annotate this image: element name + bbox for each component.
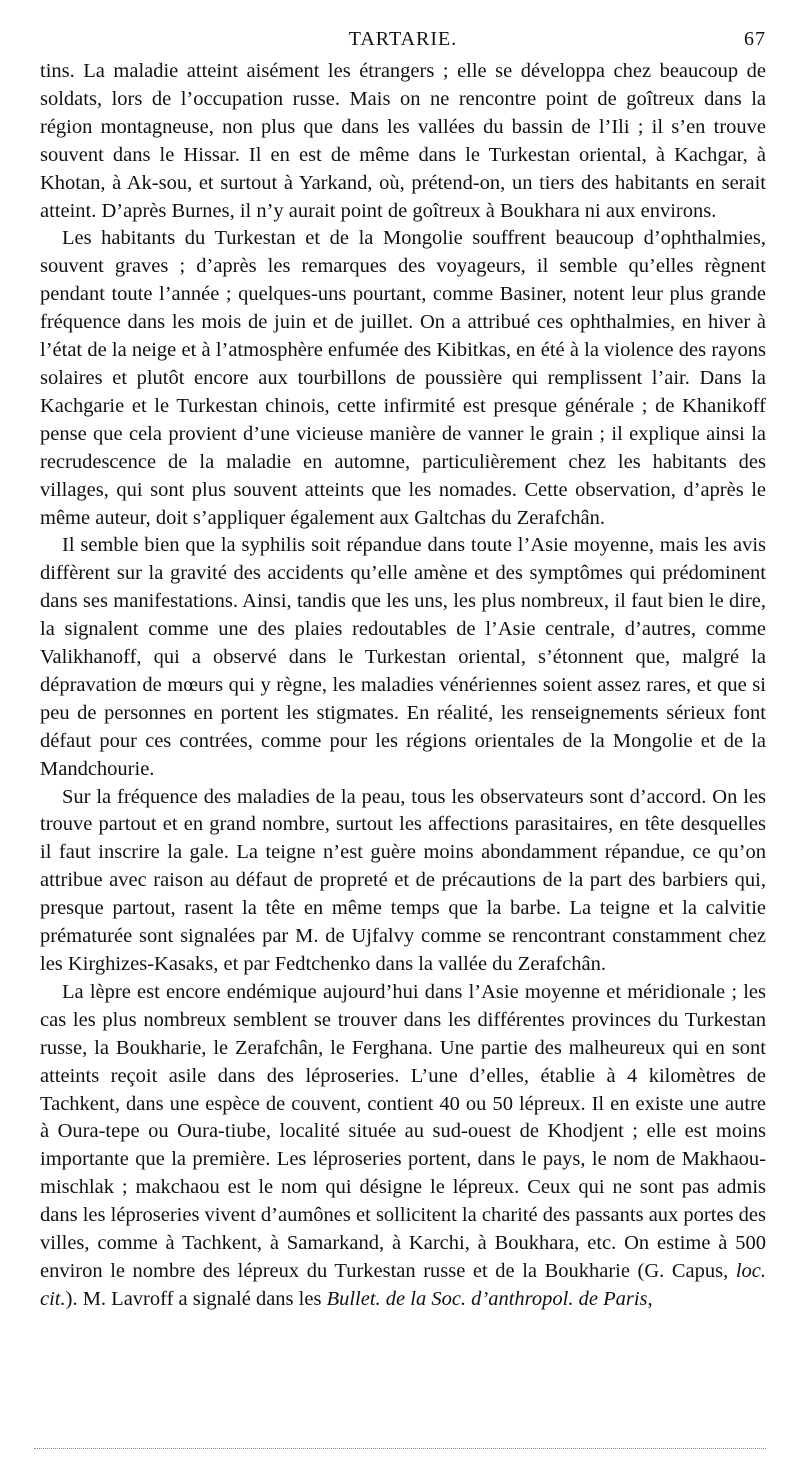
running-header bbox=[40, 24, 766, 52]
paragraph-ophthalmies: Les habitants du Turkestan et de la Mongolie souffrent beaucoup d’ophthalmies, souvent graves ; d’après les remarques des voyageurs, il semble qu’elles règnent pendant toute l’année ; quelques-uns pourtant, comme Basiner, notent leur plus grande fréquence dans les mois de juin et de juillet. On a attribué ces ophthalmies, en hiver à l’état de la neige et à l’atmosphère enfumée des Kibitkas, en été à la violence des rayons solaires et plutôt encore aux tourbillons de poussière qui remplissent l’air. Dans la Kachgarie et le Turkestan chinois, cette infirmité est presque générale ; de Khanikoff pense que cela provient d’une vicieuse manière de vanner le grain ; il explique ainsi la recrudescence de la maladie en automne, particulièrement chez les habitants des villages, qui sont plus souvent atteints que les nomades. Cette observation, d’après le même auteur, doit s’appliquer également aux Galtchas du Zerafchân. bbox=[40, 227, 766, 529]
running-title: TARTARIE. bbox=[348, 28, 458, 50]
page-number: 67 bbox=[744, 28, 766, 50]
paragraph-maladies-peau: Sur la fréquence des maladies de la peau, tous les observateurs sont d’accord. On les trouve partout et en grand nombre, surtout les affections parasitaires, en tête desquelles il faut inscrire la gale. La teigne n’est guère moins abondamment répandue, ce qu’on attribue avec raison au défaut de propreté et de précautions de la part des barbiers qui, presque partout, rasent la tête en même temps que la barbe. La teigne et la calvitie prématurée sont signalées par M. de Ujfalvy comme se rencontrant constamment chez les Kirghizes-Kasaks, et par Fedtchenko dans la vallée du Zerafchân. bbox=[40, 785, 766, 975]
citation-loc-cit: loc. cit. bbox=[40, 1259, 766, 1310]
citation-connector: ). M. Lavroff a signalé dans les bbox=[65, 1287, 327, 1310]
paragraph-lepre-text: La lèpre est encore endémique aujourd’hui dans l’Asie moyenne et méridionale ; les cas les plus nombreux semblent se trouver dans les différentes provinces du Turkestan russe, la Boukharie, le Zerafchân, le Ferghana. Une partie des malheureux qui en sont atteints reçoit asile dans des léproseries. L’une d’elles, établie à 4 kilomètres de Tachkent, dans une espèce de couvent, contient 40 ou 50 lépreux. Il en existe une autre à Oura-tepe ou Oura-tiube, localité située au sud-ouest de Khodjent ; elle est moins importante que la première. Les léproseries portent, dans le pays, le nom de Makhaou-mischlak ; makchaou est le nom qui désigne le lépreux. Ceux qui ne sont pas admis dans les léproseries vivent d’aumônes et sollicitent la charité des passants aux portes des villes, comme à Tachkent, à Samarkand, à Karchi, à Boukhara, etc. On estime à 500 environ le nombre des lépreux du Turkestan russe et de la Boukharie (G. Capus, bbox=[40, 980, 766, 1282]
paragraph-lepre bbox=[40, 979, 766, 1314]
paragraph-syphilis: Il semble bien que la syphilis soit répandue dans toute l’Asie moyenne, mais les avis diffèrent sur la gravité des accidents qu’elle amène et des symptômes qui prédominent dans ses manifestations. Ainsi, tandis que les uns, les plus nombreux, il faut bien le dire, la signalent comme une des plaies redoutables de l’Asie centrale, d’autres, comme Valikhanoff, qui a observé dans le Turkestan oriental, s’étonnent que, malgré la dépravation de mœurs qui y règne, les maladies vénériennes soient assez rares, et que si peu de personnes en portent les stigmates. En réalité, les renseignements sérieux font défaut pour ces contrées, comme pour les régions orientales de la Mongolie et de la Mandchourie. bbox=[40, 534, 766, 780]
line-end-punctuation: , bbox=[647, 1287, 653, 1310]
paragraph-goitre: tins. La maladie atteint aisément les étrangers ; elle se développa chez beaucoup de soldats, lors de l’occupation russe. Mais on ne rencontre point de goîtreux dans la région montagneuse, non plus que dans les vallées du bassin de l’Ili ; il s’en trouve souvent dans le Hissar. Il en est de même dans le Turkestan oriental, à Kachgar, à Khotan, à Ak-sou, et surtout à Yarkand, où, prétend-on, un tiers des habitants en serait atteint. D’après Burnes, il n’y aurait point de goîtreux à Boukhara ni aux environs. bbox=[40, 60, 766, 222]
body-text bbox=[40, 58, 766, 1314]
bottom-dotted-rule bbox=[34, 1448, 766, 1449]
journal-title: Bullet. de la Soc. d’anthropol. de Paris bbox=[326, 1287, 648, 1310]
